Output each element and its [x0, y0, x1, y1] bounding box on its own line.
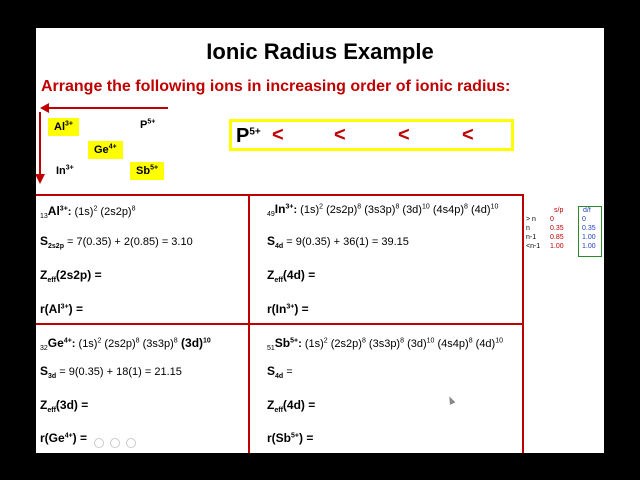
- ge-config: $_{32}Ge^{4+}$: $(1s)^2$ $(2s2p)^8$ $(3s3p)^8$ $(3d)^{10}$: [40, 336, 211, 353]
- al-shielding: $S_{2s2p} = 7(0.35) + 2(0.85) = 3.10$: [40, 234, 193, 251]
- al-radius: $r(Al^{3+})$ =: [40, 302, 83, 316]
- more-tool-icon[interactable]: [126, 438, 136, 448]
- ion-al: $Al^{3+}$: [48, 118, 79, 136]
- zoom-tool-icon[interactable]: [110, 438, 120, 448]
- df-column-box: [578, 206, 602, 257]
- order-answer-box: [229, 119, 514, 151]
- slide-subtitle: Arrange the following ions in increasing order of ionic radius:: [41, 78, 511, 95]
- al-zeff: $Z_{eff}(2s2p)$ =: [40, 268, 102, 285]
- order-first-ion: $P^{5+}$: [236, 125, 261, 147]
- grid-right-line: [522, 194, 524, 453]
- ion-p: $P^{5+}$: [140, 118, 156, 131]
- sb-shielding: $S_{4d}$ =: [267, 364, 293, 381]
- in-radius: $r(In^{3+})$ =: [267, 302, 309, 316]
- grid-center-line: [248, 194, 250, 453]
- ion-in: $In^{3+}$: [56, 164, 74, 177]
- pen-tool-icon[interactable]: [94, 438, 104, 448]
- sb-radius: $r(Sb^{5+})$ =: [267, 431, 314, 445]
- al-config: $_{13}Al^{3+}$: $(1s)^2$ $(2s2p)^8$: [40, 204, 136, 221]
- ge-radius: $r(Ge^{4+})$ =: [40, 431, 88, 445]
- grid-middle-line: [36, 323, 524, 325]
- ge-zeff: $Z_{eff}(3d)$ =: [40, 398, 89, 415]
- left-arrowhead-icon: [40, 103, 49, 113]
- down-arrowhead-icon: [36, 174, 45, 184]
- slide-title: Ionic Radius Example: [206, 39, 434, 64]
- ge-shielding: $S_{3d} = 9(0.35) + 18(1) = 21.15$: [40, 364, 182, 381]
- ion-ge: $Ge^{4+}$: [88, 141, 123, 159]
- less-than-1: <: [272, 124, 284, 146]
- less-than-2: <: [334, 124, 346, 146]
- mouse-pointer-icon: [447, 395, 456, 405]
- grid-top-line: [36, 194, 524, 196]
- ion-sb: $Sb^{5+}$: [130, 162, 164, 180]
- in-config: $_{49}In^{3+}$: $(1s)^2$ $(2s2p)^8$ $(3s3p)^8$ $(3d)^{10}$ $(4s4p)^8$ $(4d)^{10}$: [267, 202, 499, 219]
- sb-zeff: $Z_{eff}(4d)$ =: [267, 398, 316, 415]
- in-zeff: $Z_{eff}(4d)$ =: [267, 268, 316, 285]
- slide: Ionic Radius Example Arrange the following ions in increasing order of ionic radius: $Al^{3+}$ $P^{5+}$ $Ge^{4+}$ $In^{3+}$ $Sb^{5+}$ $P^{5+}$ < < < < $_{13}Al^{3+}$: $(1s)^2$ $(2s2p)^8$ $S_{2s2p} = 7(0.35) + 2(0.85) = 3.10$ $Z_{eff}(2s2p)$ = $r(Al^{3+})$ = $_{49}In^{3+}$: $(1s)^2$ $(2s2p)^8$ $(3s3p)^8$ $(3d)^{10}$ $(4s4p)^8$ $(4d)^{10}$ $S_{4d} = 9(0.35) + 36(1) = 39.15$ $Z_{eff}(4d)$ = $r(In^{3+})$ = $_{32}Ge^{4+}$: $(1s)^2$ $(2s2p)^8$ $(3s3p)^8$ $(3d)^{10}$ $S_{3d} = 9(0.35) + 18(1) = 21.15$ $Z_{eff}(3d)$ = $r(Ge^{4+})$ = $_{51}Sb^{5+}$: $(1s)^2$ $(2s2p)^8$ $(3s3p)^8$ $(3d)^{10}$ $(4s4p)^8$ $(4d)^{10}$ $S_{4d}$ = $Z_{eff}(4d)$ = $r(Sb^{5+})$ = s/p d/f > n 0 0 n 0.35 0.35 n-1 0.85 1.00 <n-1 1.00 1.00: [36, 28, 604, 453]
- in-shielding: $S_{4d} = 9(0.35) + 36(1) = 39.15$: [267, 234, 409, 251]
- less-than-4: <: [462, 124, 474, 146]
- less-than-3: <: [398, 124, 410, 146]
- sb-config: $_{51}Sb^{5+}$: $(1s)^2$ $(2s2p)^8$ $(3s3p)^8$ $(3d)^{10}$ $(4s4p)^8$ $(4d)^{10}$: [267, 336, 504, 353]
